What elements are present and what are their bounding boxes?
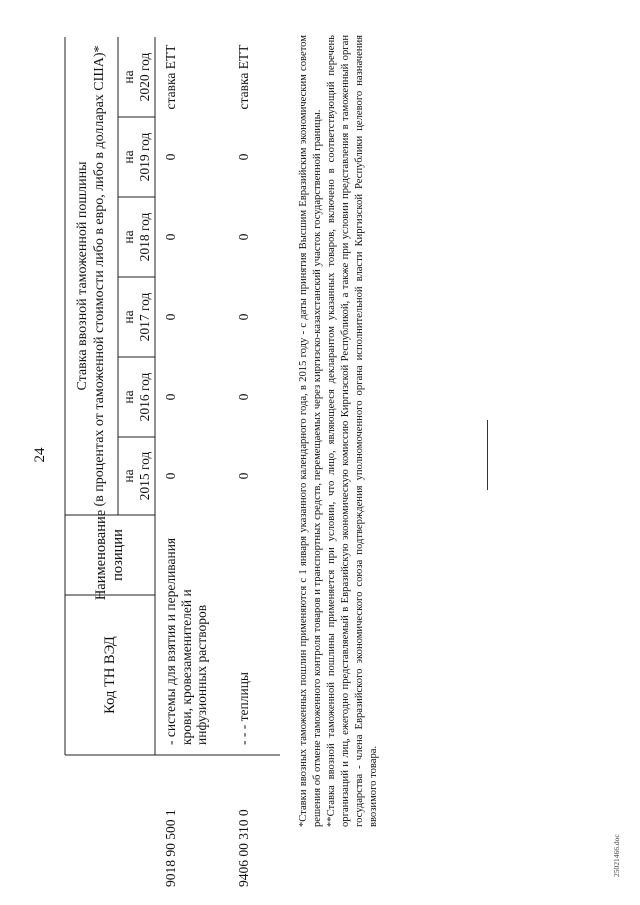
row-code: 9018 90 500 1 [163,809,178,887]
row-value: 0 [236,313,251,321]
page-number: 24 [32,447,48,463]
row-name: - - - теплицы [236,672,251,745]
header-rate-subtitle: (в процентах от таможенной стоимости либо в евро, либо в долларах США)* [91,45,107,507]
year-header: на 2019 год [120,132,152,182]
year-header: на 2018 год [120,212,152,262]
row-value: 0 [163,153,178,161]
row-value: 0 [236,153,251,161]
year-header: на 2016 год [120,372,152,422]
row-value: 0 [236,393,251,401]
row-name: - системы для взятия и переливания крови, кровезаменителей и инфузионных растворов [163,537,210,745]
row-value: 0 [236,472,251,480]
footnote-2: **Ставка ввозной таможенной пошлины применяется при условии, что лицо, являющееся декларантом указанных товаров, включено в соответствующий перечень организаций и лиц, ежегодно представляемый в Евразийскую экономическую комиссию Киргизской Республикой, а также при условии представления в таможенный орган государства - члена Евразийского экономического союза подтверждения уполномоченного органа исполнительной власти Киргизской Республики целевого назначения ввозимого товара. [325,35,379,827]
file-code: 25021466.doc [612,834,621,877]
separator-rule [487,420,488,490]
row-value: 0 [163,472,178,480]
row-value: 0 [163,313,178,321]
year-header: на 2015 год [120,451,152,501]
row-value: ставка ЕТТ [236,44,251,110]
row-value: ставка ЕТТ [163,44,178,110]
header-rate [65,37,118,515]
year-header: на 2020 год [120,52,152,102]
row-value: 0 [236,233,251,241]
footnote-1: *Ставки ввозных таможенных пошлин применяются с 1 января указанного календарного года, в 2015 году - с даты принятия Высшим Евразийским экономическим советом решения об отмене таможенного контроля товаров и транспортных средств, перемещаемых через киргизско-казахстанский участок государственной границы. [298,35,323,827]
header-code: Код ТН ВЭД [101,636,118,714]
row-value: 0 [163,393,178,401]
row-code: 9406 00 310 0 [236,809,251,887]
footnotes [297,35,381,827]
row-value: 0 [163,233,178,241]
header-name: Наименование позиции [93,509,126,601]
header-rate-title: Ставка ввозной таможенной пошлины [75,161,91,391]
year-header: на 2017 год [120,292,152,342]
